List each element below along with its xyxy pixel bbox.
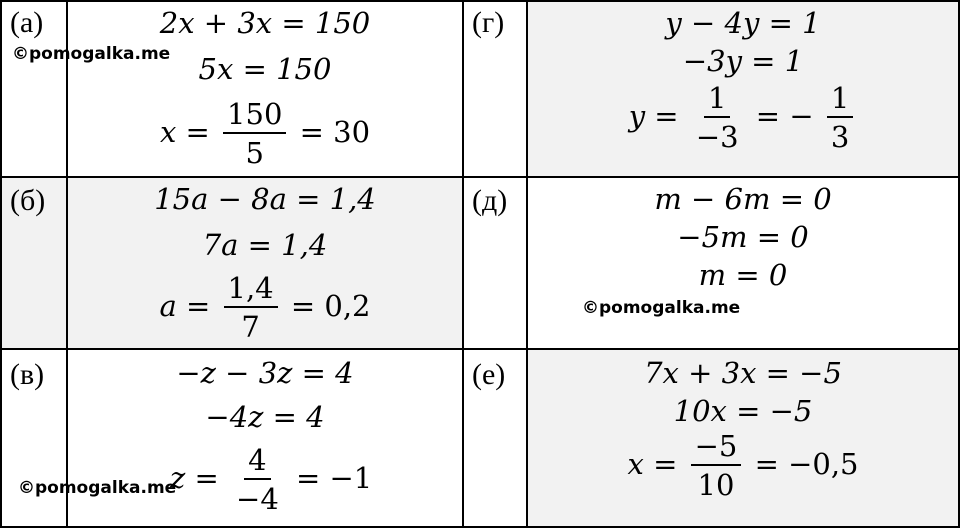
- equation-b-line2: [68, 228, 462, 262]
- equation-f-line1: [528, 356, 958, 390]
- equation-a-line1: [68, 6, 462, 40]
- fraction-denominator: −3: [695, 120, 739, 154]
- equation-d-line2: [528, 44, 958, 78]
- equation-b-line1: [68, 182, 462, 216]
- fraction-denominator: 10: [697, 468, 735, 502]
- equation-text: 7a = 1,4: [202, 228, 328, 262]
- equation-lhs: x =: [159, 115, 210, 149]
- equation-c-line1: [68, 356, 462, 390]
- label-f: (е): [472, 358, 506, 391]
- equation-text: 2x + 3x = 150: [159, 6, 371, 40]
- fraction-numerator: 1,4: [224, 270, 278, 308]
- fraction-numerator: 1: [704, 80, 730, 118]
- equation-mid: = −: [755, 99, 814, 133]
- equation-text: 7x + 3x = −5: [644, 356, 842, 390]
- fraction-denominator: 3: [830, 120, 850, 154]
- fraction-denominator: 7: [241, 310, 260, 344]
- fraction-numerator: 1: [827, 80, 853, 118]
- fraction: [232, 442, 283, 518]
- border-left: [0, 0, 2, 528]
- fraction: [692, 80, 743, 156]
- equation-b-line3: [68, 270, 462, 346]
- equation-text: −z − 3z = 4: [176, 356, 354, 390]
- fraction-numerator: 150: [223, 96, 286, 134]
- border-row-1: [0, 176, 960, 178]
- equation-text: 5x = 150: [198, 52, 332, 86]
- equation-lhs: z =: [170, 461, 219, 495]
- label-b: (б): [10, 184, 46, 217]
- equation-e-line1: [528, 182, 958, 216]
- equation-d-line3: [528, 80, 958, 156]
- fraction: [691, 428, 742, 504]
- equation-a-line3: [68, 96, 462, 172]
- equation-text: m − 6m = 0: [654, 182, 832, 216]
- equation-f-line2: [528, 394, 958, 428]
- equation-text: 10x = −5: [673, 394, 813, 428]
- label-d: (г): [472, 6, 505, 39]
- equation-d-line1: [528, 6, 958, 40]
- watermark-middle-right: ©pomogalka.me: [582, 298, 741, 318]
- fraction-numerator: 4: [244, 442, 270, 480]
- watermark-top-left: ©pomogalka.me: [12, 44, 171, 64]
- border-top: [0, 0, 960, 2]
- equation-text: 15a − 8a = 1,4: [154, 182, 376, 216]
- equation-rhs: = −0,5: [754, 447, 859, 481]
- border-col-2: [462, 0, 464, 528]
- equation-c-line3: [150, 442, 462, 518]
- equation-text: y − 4y = 1: [665, 6, 821, 40]
- equation-a-line2: [68, 52, 462, 86]
- equation-e-line2: [528, 220, 958, 254]
- equation-lhs: a =: [159, 289, 211, 323]
- fraction: [224, 270, 278, 346]
- fraction-denominator: −4: [236, 482, 279, 516]
- fraction: [827, 80, 853, 156]
- equation-c-line2: [68, 400, 462, 434]
- equation-text: m = 0: [698, 258, 788, 292]
- equation-text: −4z = 4: [205, 400, 325, 434]
- equation-lhs: y =: [628, 99, 679, 133]
- equation-f-line3: [528, 428, 958, 504]
- watermark-bottom-left: ©pomogalka.me: [18, 478, 177, 498]
- border-row-2: [0, 348, 960, 350]
- equation-text: −5m = 0: [677, 220, 809, 254]
- label-e: (д): [472, 184, 508, 217]
- equation-rhs: = −1: [295, 461, 373, 495]
- equation-rhs: = 0,2: [290, 289, 371, 323]
- equation-text: −3y = 1: [682, 44, 804, 78]
- label-c: (в): [10, 358, 45, 391]
- fraction: [223, 96, 286, 172]
- label-a: (а): [10, 6, 44, 39]
- fraction-denominator: 5: [245, 136, 264, 170]
- equation-e-line3: [528, 258, 958, 292]
- equation-lhs: x =: [627, 447, 678, 481]
- equation-rhs: = 30: [299, 115, 371, 149]
- fraction-numerator: −5: [691, 428, 742, 466]
